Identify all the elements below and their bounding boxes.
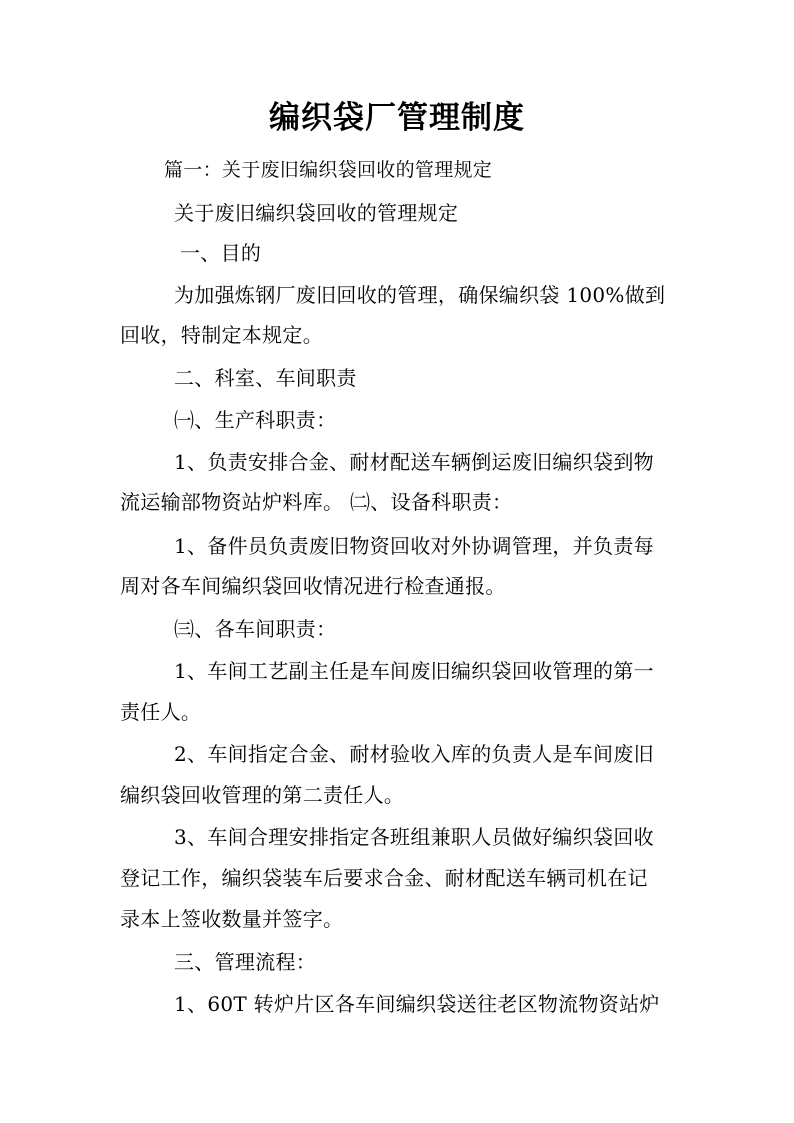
document-title: 编织袋厂管理制度 <box>269 100 525 136</box>
article-subtitle: 篇一：关于废旧编织袋回收的管理规定 <box>164 159 493 181</box>
paragraph-line: 1、60T 转炉片区各车间编织袋送往老区物流物资站炉 <box>174 992 660 1016</box>
paragraph-line: 登记工作，编织袋装车后要求合金、耐材配送车辆司机在记 <box>120 866 648 890</box>
section-heading: 二、科室、车间职责 <box>174 366 357 390</box>
paragraph-line: 2、车间指定合金、耐材验收入库的负责人是车间废旧 <box>174 742 654 766</box>
section-heading: 三、管理流程： <box>174 950 317 974</box>
paragraph-line: 3、车间合理安排指定各班组兼职人员做好编织袋回收 <box>174 825 654 849</box>
subsection-heading: ㈢、各车间职责： <box>174 617 337 641</box>
paragraph-line: 回收，特制定本规定。 <box>120 323 323 347</box>
paragraph-line: 周对各车间编织袋回收情况进行检查通报。 <box>120 574 506 598</box>
subsection-heading: ㈠、生产科职责： <box>174 408 337 432</box>
paragraph-line: 录本上签收数量并签字。 <box>120 907 344 931</box>
paragraph-line: 1、备件员负责废旧物资回收对外协调管理，并负责每 <box>174 534 654 558</box>
section-heading: 一、目的 <box>180 241 262 265</box>
paragraph-line: 关于废旧编织袋回收的管理规定 <box>174 201 459 225</box>
paragraph-line: 1、负责安排合金、耐材配送车辆倒运废旧编织袋到物 <box>174 450 654 474</box>
paragraph-line: 流运输部物资站炉料库。 ㈡、设备科职责： <box>120 490 513 514</box>
paragraph-line: 为加强炼钢厂废旧回收的管理，确保编织袋 100%做到 <box>174 283 666 307</box>
paragraph-line: 1、车间工艺副主任是车间废旧编织袋回收管理的第一 <box>174 659 654 683</box>
paragraph-line: 责任人。 <box>120 700 202 724</box>
paragraph-line: 编织袋回收管理的第二责任人。 <box>120 783 405 807</box>
